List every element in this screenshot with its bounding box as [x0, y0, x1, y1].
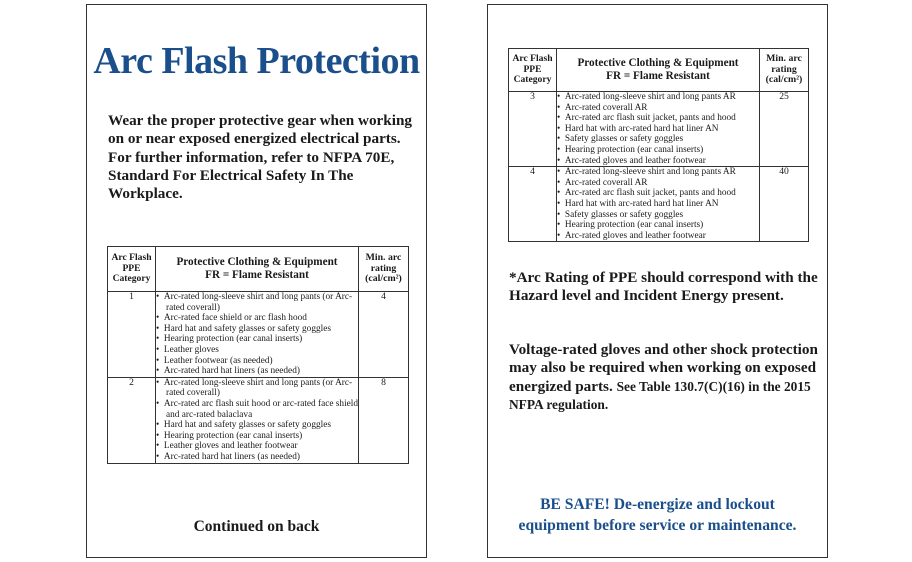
equipment-item: • Arc-rated arc flash suit jacket, pants and hood	[557, 188, 759, 199]
equipment-cell	[156, 377, 359, 463]
front-card	[86, 4, 427, 558]
safety-message	[488, 495, 827, 536]
equipment-item: • Hard hat and safety glasses or safety goggles	[156, 420, 358, 431]
equipment-item: • Leather footwear (as needed)	[156, 356, 358, 367]
ppe-table-back	[508, 48, 809, 242]
equipment-cell	[557, 167, 760, 242]
category-cell: 3	[509, 92, 557, 167]
header-equipment	[156, 247, 359, 292]
category-cell: 2	[108, 377, 156, 463]
header-category-line: Arc Flash	[111, 251, 152, 263]
equipment-item: • Leather gloves	[156, 345, 358, 356]
equipment-item: • Hard hat with arc-rated hard hat liner AN	[557, 124, 759, 135]
equipment-item: • Arc-rated long-sleeve shirt and long pants (or Arc-rated coverall)	[156, 292, 358, 313]
voltage-note-text: Voltage-rated gloves and other shock protection may also be required when working on exposed energized parts.	[509, 341, 818, 395]
equipment-item: • Hearing protection (ear canal inserts)	[156, 431, 358, 442]
arc-rating-note: *Arc Rating of PPE should correspond with the Hazard level and Incident Energy present.	[509, 269, 818, 305]
equipment-item: • Arc-rated face shield or arc flash hood	[156, 313, 358, 324]
equipment-cell	[156, 292, 359, 378]
equipment-item: • Arc-rated gloves and leather footwear	[557, 156, 759, 167]
equipment-item: • Safety glasses or safety goggles	[557, 210, 759, 221]
equipment-item: • Hard hat with arc-rated hard hat liner AN	[557, 199, 759, 210]
rating-cell: 4	[359, 292, 409, 378]
header-rating-line: (cal/cm²)	[365, 273, 402, 285]
table-row	[509, 92, 809, 167]
header-equipment-line: FR = Flame Resistant	[606, 70, 710, 82]
equipment-item: • Arc-rated coverall AR	[557, 103, 759, 114]
equipment-item: • Arc-rated arc flash suit hood or arc-rated face shield and arc-rated balaclava	[156, 399, 358, 420]
equipment-item: • Arc-rated long-sleeve shirt and long pants (or Arc-rated coverall)	[156, 378, 358, 399]
nfpa-reference: See Table 130.7(C)(16) in the 2015 NFPA regulation.	[509, 378, 811, 412]
equipment-item: • Hearing protection (ear canal inserts)	[156, 334, 358, 345]
category-cell: 1	[108, 292, 156, 378]
rating-cell: 25	[760, 92, 809, 167]
table-row	[108, 292, 409, 378]
equipment-item: • Safety glasses or safety goggles	[557, 134, 759, 145]
header-category-line: Arc Flash	[512, 52, 553, 64]
equipment-item: • Arc-rated hard hat liners (as needed)	[156, 366, 358, 377]
header-equipment-line: Protective Clothing & Equipment	[577, 57, 739, 70]
equipment-item: • Arc-rated arc flash suit jacket, pants and hood	[557, 113, 759, 124]
equipment-item: • Arc-rated hard hat liners (as needed)	[156, 452, 358, 463]
page-title: Arc Flash Protection	[93, 40, 420, 82]
equipment-item: • Leather gloves and leather footwear	[156, 441, 358, 452]
continued-on-back: Continued on back	[193, 518, 320, 535]
header-equipment-line: FR = Flame Resistant	[205, 269, 309, 281]
header-rating-line: rating	[370, 262, 397, 274]
header-category-line: PPE	[523, 63, 542, 75]
intro-paragraph: Wear the proper protective gear when working on or near exposed energized electrical parts. For further information, refer to NFPA 70E, Standard For Electrical Safety In The Workplace.	[108, 112, 413, 203]
equipment-cell	[557, 92, 760, 167]
table-header-row	[509, 49, 809, 92]
equipment-item: • Hearing protection (ear canal inserts)	[557, 145, 759, 156]
rating-cell: 40	[760, 167, 809, 242]
header-rating-line: Min. arc	[766, 52, 802, 64]
header-category	[509, 49, 557, 92]
header-equipment-line: Protective Clothing & Equipment	[176, 256, 338, 269]
rating-cell: 8	[359, 377, 409, 463]
header-rating	[760, 49, 809, 92]
back-card	[487, 4, 828, 558]
table-header-row	[108, 247, 409, 292]
equipment-item: • Arc-rated gloves and leather footwear	[557, 231, 759, 242]
safety-line: equipment before service or maintenance.	[518, 516, 797, 534]
table-row	[108, 377, 409, 463]
ppe-table-front	[107, 246, 409, 464]
equipment-item: • Arc-rated long-sleeve shirt and long pants AR	[557, 167, 759, 178]
voltage-note	[509, 341, 819, 414]
equipment-item: • Arc-rated long-sleeve shirt and long pants AR	[557, 92, 759, 103]
header-rating-line: (cal/cm²)	[765, 74, 803, 86]
header-category-line: PPE	[122, 262, 141, 274]
header-category-line: Category	[513, 74, 552, 86]
header-category	[108, 247, 156, 292]
header-category-line: Category	[112, 273, 151, 285]
header-rating	[359, 247, 409, 292]
equipment-item: • Hearing protection (ear canal inserts)	[557, 220, 759, 231]
category-cell: 4	[509, 167, 557, 242]
table-row	[509, 167, 809, 242]
header-rating-line: rating	[771, 63, 797, 75]
equipment-item: • Hard hat and safety glasses or safety goggles	[156, 324, 358, 335]
safety-line: BE SAFE! De-energize and lockout	[540, 496, 775, 513]
equipment-item: • Arc-rated coverall AR	[557, 178, 759, 189]
header-equipment	[557, 49, 760, 92]
header-rating-line: Min. arc	[365, 251, 402, 263]
